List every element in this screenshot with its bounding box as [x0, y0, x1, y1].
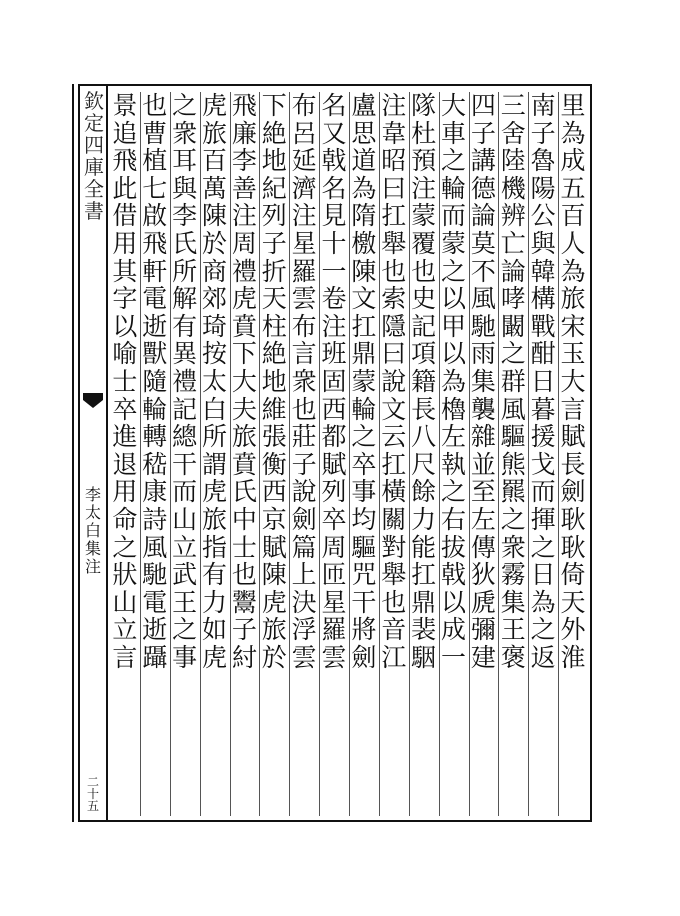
- column-rule: [170, 92, 171, 816]
- fish-tail-icon: [82, 391, 104, 413]
- text-column: 南 子 魯 陽 公 與 韓 構 戰 酣 日 暮 援 戈 而 揮 之 日 為 之 返: [530, 91, 556, 672]
- text-column: 名 又 戟 名 見 十 一 卷 注 班 固 西 都 賦 列 卒 周 匝 星 羅 雲: [321, 91, 347, 672]
- text-column: 隊 杜 預 注 蒙 覆 也 史 記 項 籍 長 八 尺 餘 力 能 扛 鼎 裴 駰: [411, 91, 437, 672]
- text-column: 景 追 飛 此 借 用 其 字 以 喻 士 卒 進 退 用 命 之 狀 山 立 言: [112, 91, 138, 672]
- text-column: 之 衆 耳 與 李 氏 所 解 有 異 禮 記 總 干 而 山 立 武 王 之 事: [172, 91, 198, 672]
- column-rule: [230, 92, 231, 816]
- column-rule: [469, 92, 470, 816]
- column-rule: [439, 92, 440, 816]
- text-column: 布 呂 延 濟 注 星 羅 雲 布 言 衆 也 莊 子 說 劍 篇 上 決 浮 雲: [291, 91, 317, 672]
- text-column: 四 子 講 德 論 莫 不 風 馳 雨 集 襲 雜 並 至 左 傳 狄 虒 彌 建: [470, 91, 496, 672]
- text-column: 大 車 之 輪 而 蒙 之 以 甲 以 為 櫓 左 執 之 右 拔 戟 以 成 一: [441, 91, 467, 672]
- text-column: 三 舍 陸 機 辨 亡 論 哮 闞 之 群 風 驅 熊 羆 之 衆 霧 集 王 褒: [500, 91, 526, 672]
- text-column: 虎 旅 百 萬 陳 於 商 郊 琦 按 太 白 所 謂 虎 旅 指 有 力 如 虎: [202, 91, 228, 672]
- text-column: 注 韋 昭 曰 扛 舉 也 索 隱 曰 說 文 云 扛 橫 關 對 舉 也 音 江: [381, 91, 407, 672]
- column-rule: [200, 92, 201, 816]
- page-number: 二十五: [86, 775, 99, 813]
- text-column: 飛 廉 李 善 注 周 禮 虎 賁 下 大 夫 旅 賁 氏 中 士 也 鬻 子 紂: [231, 91, 257, 672]
- column-rule: [319, 92, 320, 816]
- column-rule: [259, 92, 260, 816]
- column-rule: [409, 92, 410, 816]
- text-column: 里 為 成 五 百 人 為 旅 宋 玉 大 言 賦 長 劍 耿 耿 倚 天 外 淮: [560, 91, 586, 672]
- column-rule: [498, 92, 499, 816]
- text-column: 盧 思 道 為 隋 檄 陳 文 扛 鼎 蒙 輪 之 卒 事 均 驅 咒 干 將 劍: [351, 91, 377, 672]
- text-body: [110, 92, 588, 816]
- column-rule: [289, 92, 290, 816]
- text-column: 下 絶 地 紀 列 子 折 天 柱 絶 地 維 張 衡 西 京 賦 陳 虎 旅 於: [261, 91, 287, 672]
- text-column: 也 曹 植 七 啟 飛 軒 電 逝 獸 隨 輪 轉 嵇 康 詩 風 馳 電 逝 躡: [142, 91, 168, 672]
- column-rule: [379, 92, 380, 816]
- margin-title: 欽 定 四 庫 全 書: [84, 89, 104, 223]
- column-rule: [528, 92, 529, 816]
- column-rule: [140, 92, 141, 816]
- book-title: 李 太 白 集 注: [84, 485, 101, 576]
- column-rule: [558, 92, 559, 816]
- margin-column: [80, 86, 108, 820]
- outer-border-line: [72, 84, 74, 822]
- column-rule: [349, 92, 350, 816]
